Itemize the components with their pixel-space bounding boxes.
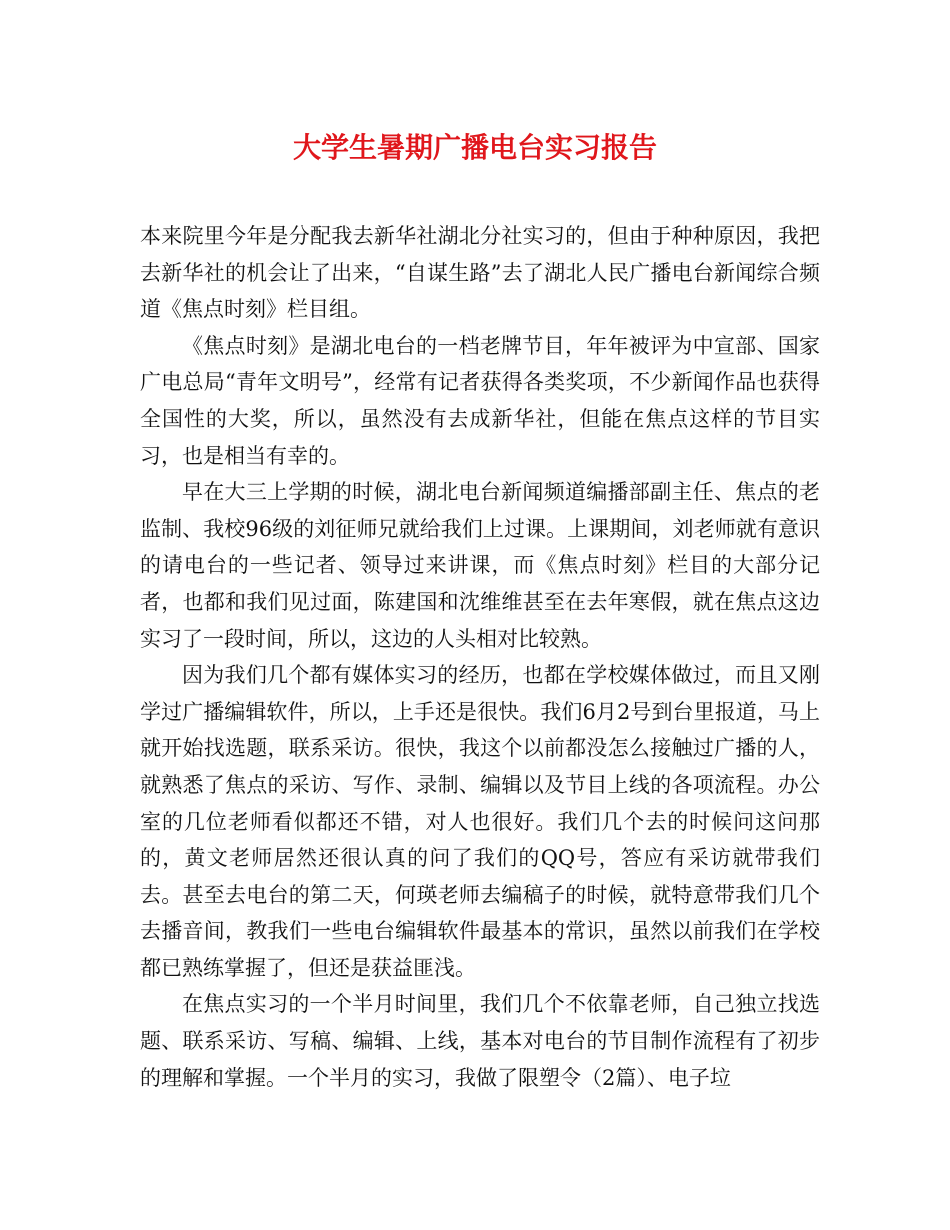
paragraph: 《焦点时刻》是湖北电台的一档老牌节目，年年被评为中宣部、国家广电总局“青年文明号”，经常有记者获得各类奖项，不少新闻作品也获得全国性的大奖，所以，虽然没有去成新华社，但能在焦点这样的节目实习，也是相当有幸的。 [140, 333, 820, 468]
document-title: 大学生暑期广播电台实习报告 [292, 131, 657, 164]
paragraph: 在焦点实习的一个半月时间里，我们几个不依靠老师，自己独立找选题、联系采访、写稿、编辑、上线，基本对电台的节目制作流程有了初步的理解和掌握。一个半月的实习，我做了限塑令（2篇）、电子垃 [140, 992, 820, 1090]
paragraph: 早在大三上学期的时候，湖北电台新闻频道编播部副主任、焦点的老监制、我校96级的刘征师兄就给我们上过课。上课期间，刘老师就有意识的请电台的一些记者、领导过来讲课，而《焦点时刻》栏目的大部分记者，也都和我们见过面，陈建国和沈维维甚至在去年寒假，就在焦点这边实习了一段时间，所以，这边的人头相对比较熟。 [140, 480, 820, 651]
document-body [140, 218, 820, 1096]
paragraph: 本来院里今年是分配我去新华社湖北分社实习的，但由于种种原因，我把去新华社的机会让了出来，“自谋生路”去了湖北人民广播电台新闻综合频道《焦点时刻》栏目组。 [140, 224, 820, 322]
paragraph: 因为我们几个都有媒体实习的经历，也都在学校媒体做过，而且又刚学过广播编辑软件，所以，上手还是很快。我们6月2号到台里报道，马上就开始找选题，联系采访。很快，我这个以前都没怎么接触过广播的人，就熟悉了焦点的采访、写作、录制、编辑以及节目上线的各项流程。办公室的几位老师看似都还不错，对人也很好。我们几个去的时候问这问那的，黄文老师居然还很认真的问了我们的QQ号，答应有采访就带我们去。甚至去电台的第二天，何瑛老师去编稿子的时候，就特意带我们几个去播音间，教我们一些电台编辑软件最基本的常识，虽然以前我们在学校都已熟练掌握了，但还是获益匪浅。 [140, 663, 820, 980]
